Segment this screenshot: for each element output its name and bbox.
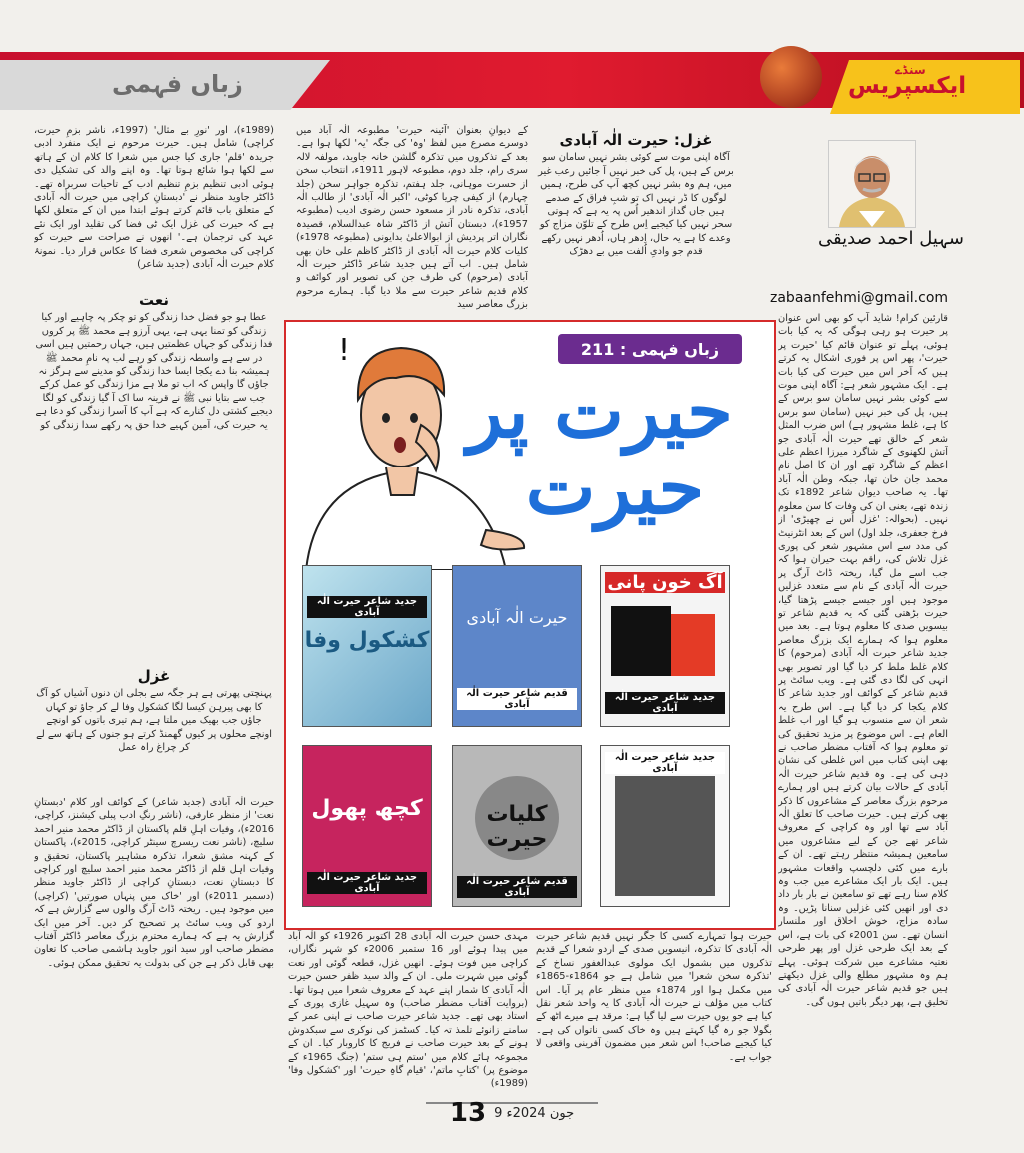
book-cover [600,565,730,727]
book-cover [302,565,432,727]
book-title: کلیات حیرت [486,802,548,852]
globe-icon [760,46,822,108]
book-title: کچھ پھول [311,796,423,821]
book-label: جدید شاعر حیرت الٰہ آبادی [605,692,725,714]
series-badge: زباں فہمی : 211 [558,334,742,364]
logo-small-text: سنڈے [895,63,926,77]
page-footer [426,1100,598,1126]
poet-photo [615,776,715,896]
ghazal-poem: آگاہ اپنی موت سے کوئی بشر نہیں سامان سو برس کے ہیں، پل کی خبر نہیں آ جائیں رعب غیر میں، ہم وہ بشر نہیں کچھ آپ کی طرح، ہمیں لوگوں کا ڈر نہیں اک تو شبِ فراق کے صدمے ہیں جاں گداز اندھیر اُس پہ یہ ہے کہ ہوتی سحر نہیں کیا کیجیے اِس طرح کے تلوّن مزاج کو وعدے کا ہے یہ حال، اِدھر ہاں، اُدھر نہیں رکھے قدم جو وادیِ اُلفت میں بے دھڑک [538,152,734,258]
ghazal2-heading: غزل [137,667,171,685]
ghazal-column [536,128,736,318]
feature-title-line2: حیرت [525,445,705,531]
left-top-text: (1989ء)، اور 'نورِ بے مثال' (1997ء، ناشر بزمِ حیرت، کراچی) شامل ہیں۔ حیرت مرحوم نے ایک منفرد ادبی جریدہ 'قلم' جاری کیا جس میں شعرا کا کلام ان کے ہاتھ سے لکھا ہوا شائع ہوتا تھا۔ وہ اپنے والد کی تشکیل دی ہوئی ادبی تنظیم بزمِ تنظیم ادب کے تاحیات سربراہ تھے۔ ڈاکٹر جاوید منظر نے 'دبستانِ کراچی میں حیرت الٰہ آبادی کے متعلق باب قائم کرتے ہوئے ابتدا میں ان کے متعلق لکھا ہے کہ حیرت کی غزل ایک ٹی فضا کی تقلید اور ایک نئے عہد کی ترجمان ہے۔' انھوں نے صراحت سے حیرت کو کراچی کی مخصوص شعری فضا کا عکاس قرار دیا۔ نمونۂ کلام حیرت الٰہ آبادی (جدید شاعر) [34,125,274,271]
book-label: قدیم شاعر حیرت الٰہ آبادی [457,876,577,898]
left-bottom-text: حیرت الٰہ آبادی (جدید شاعر) کے کوائف اور کلام 'دبستانِ نعت' از منظر عارفی، (ناشر رنگِ ادب پبلی کیشنز، کراچی، 2016ء)، وفیات اہلِ قلم پاکستان از ڈاکٹر محمد منیر احمد سلیچ، (ناشر نعت ریسرچ سینٹر کراچی، 2015ء)، پاکستان کے کہنہ مشق شعرا، تذکرہ مشاہیر پاکستان، تحقیق و وفیات اہل قلم از ڈاکٹر محمد منیر احمد سلیچ اور کراچی کا دبستانِ نعت، دبستانِ کراچی از ڈاکٹر جاوید منظر (دسمبر 2011ء) اور 'خاک میں پنہاں صورتیں' (کراچی) میں موجود ہیں۔ ریختہ ڈاٹ آرگ والوں سے گزارش ہے کہ اردو کی ویب سائٹ پر تصحیح کر دیں۔ آخر میں ایک گزارش یہ ہے کہ ہمارے محترم بزرگ معاصر ڈاکٹر آفتاب مضطر صاحب اور سید انور جاوید ہاشمی صاحب کا تعاون بھی قابل ذکر ہے جن کی بدولت یہ تحقیق ممکن ہوئی۔ [34,797,274,969]
author-email[interactable]: zabaanfehmi@gmail.com [770,290,949,306]
book-cover [452,745,582,907]
ghazal-heading: غزل: حیرت الٰہ آبادی [559,131,713,149]
naat-poem: عطا ہو جو فضل خدا زندگی کو تو چکر پہ چاہیے اور کیا زندگی کو تمنا یہی ہے، یہی آرزو ہے محمد ﷺ پر کروں فدا زندگی کو جہاں عظمتیں ہیں، جہاں رحمتیں ہیں اسی در سے ہے واسطہ زندگی کو رہے لب پہ نامِ محمد ﷺ ہمیشہ بنا دے یکجا ایسا خدا زندگی کو مدینے سے ہرگز نہ جاؤں گا واپس کہ اب تو ملا ہے مزا زندگی کو عمل کرکے جب سے بتایا نبی ﷺ نے قرینہ سا اک آ گیا زندگی کو لگا دیجیے کشتی دل کنارے کہ ہے آپ کا آسرا زندگی کو دعا ہے یہ حیرت کی، آمین کہیے خدا حق پہ رکھے سدا زندگی کو [35,312,273,431]
right-column-text: قارئین کرام! شاید آپ کو بھی اس عنوان پر حیرت ہو رہی ہوگی کہ یہ کیا بات ہوئی، پہلے تو عنوان قائم کیا 'حیرت پر حیرت'، پھر اس پر فوری اشکال یہ کرتے ہیں کہ آخر اس میں حیرت کی کیا بات ہے۔ ایک مشہور شعر ہے: آگاہ اپنی موت سے کوئی بشر نہیں سامان سو برس کے ہیں، پل کی خبر نہیں (سامان سو برس کا ہے، غلط مشہور ہے) اس ضرب المثل شعر کے خالق تھے حیرت الٰہ آبادی جو آتش لکھنوی کے شاگرد میرزا اعظم علی اعظم کے شاگرد تھے اور ان کا اصل نام محمد جان خان تھا، جبکہ وطن الٰہ آباد تھا۔ یہ صاحب دیوان شاعر 1892ء تک زندہ تھے، یعنی ان کی وفات کا سن معلوم نہیں۔ (بحوالہ: 'غزل اُس نے چھیڑی' از فرخ جعفری، جلد اول) اس کے بعد انٹرنیٹ کی مدد سے اس مشہور شعر کی پوری غزل تلاش کی، راقم بہت حیران ہوا کہ جب اسے مل گیا، ریختہ ڈاٹ آرگ پر حیرت الٰہ آبادی کے نام سے متعدد غزلیں موجود ہیں اور جیسے جیسے پڑھتا گیا، حیرت بڑھتی گئی کہ یہ قدیم شاعر تو بیسویں صدی کا معلوم ہوتا ہے۔ بعد میں معلوم ہوا کہ ہمارے ایک بزرگ معاصر جدید شاعر حیرت الٰہ آبادی (مرحوم) کا کلام غلط ملط کر دیا گیا اور تصویر بھی انہی کی لگا دی گئی ہے۔ ویب سائٹ پر قدیم شاعر کے کوائف اور جدید شاعر کا کلام یکجا کر دیا گیا ہے۔ اس طرح یہ شعر ان سے منسوب ہو گیا اور اب غلط العام ہے۔ اس موضوع پر مزید تحقیق کی تو معلوم ہوا کہ آفتاب مضطر صاحب نے بھی اپنی کتاب میں اس غلطی کی نشان دہی کی ہے۔ وہ قدیم شاعر حیرت الٰہ آبادی کے حالات بیان کرتے ہیں اور ہمارے مرحوم بزرگ معاصر کے مشاعروں کا ذکر بھی کرتے ہیں۔ حیرت صاحب کا تعلق الٰہ آباد سے تھا اور وہ کراچی کے معروف شاعر تھے جن کے لیے مشاعروں میں سامعین ہمیشہ منتظر رہتے تھے۔ ان کے بارے میں کئی دلچسپ واقعات مشہور ہیں۔ ایک بار ایک مشاعرے میں جب وہ کلام سنا رہے تھے تو سامعین نے بار بار داد دی اور انھیں کئی غزلیں سنانا پڑیں۔ وہ سادہ مزاج، خوش اخلاق اور ملنسار انسان تھے۔ سن 2001ء کی بات ہے، اس کے بعد ایک طرحی غزل اور پھر طرحی نعتیہ مشاعرے میں شرکت ہوئی۔ پہلے ہم وہ مشہور مطلع والی غزل دیکھتے ہیں جو قدیم شاعر حیرت الٰہ آبادی کی تخلیق ہے، پھر دیگر باتیں ہوں گی۔ [778,313,948,1008]
book-cover [302,745,432,907]
book-cover [452,565,582,727]
ghazal2-column [34,664,274,794]
book-title: حیرت الٰہ آبادی [466,608,568,627]
middle-bottom-left-text: مہدی حسن حیرت الٰہ آبادی 28 اکتوبر 1926ء کو الٰہ آباد میں پیدا ہوئے اور 16 ستمبر 2006ء کو شہر نگاراں، کراچی میں فوت ہوئے۔ انھیں غزل، قطعہ گوئی اور نعت گوئی میں شہرت ملی۔ ان کے والد سید ظفر حسن حیرت الٰہ آبادی کا شمار اپنے عہد کے معروف شعرا میں ہوتا تھا۔ (بروایت آفتاب مضطر صاحب) وہ سہیل غازی پوری کے استاد بھی تھے۔ جدید شاعر حیرت صاحب نے اپنی عمر کے سامنے زانوئے تلمذ تہ کیا۔ کسٹمز کی نوکری سے سبکدوش ہونے کے بعد حیرت صاحب نے فریج کا کاروبار کیا۔ ان کے مجموعہ ہائے کلام میں 'ستم ہی ستم' (جنگ 1965ء کے موضوع پر) 'کتابِ ماتم'، 'قیام گاہِ حیرت' اور 'کشکول وفا' (1989ء) [288,931,528,1090]
ghazal2-poem: پہنچتی پھرتی ہے ہر جگہ سے بجلی ان دنوں آشیاں کو آگ کا بھی پیرہن کیسا لگا کشکول وفا لے کر جاؤ تو کہاں جاؤں جب بھیک میں ملتا ہے، ہم تیری باتوں کو اونچے اونچے محلوں پر کیوں گھمنڈ کرتے ہو جنوں کے ہاتھ سے لے کر چراغ راہ عمل [36,688,272,754]
middle-top-text: کے دیوانِ بعنوان 'آئینہ حیرت' مطبوعہ الٰہ آباد میں دوسرے مصرع میں لفظ 'وہ' کی جگہ 'یہ' لکھا ہوا ہے۔ بعد کے تذکروں میں تذکرہ گلشن خانہ جاوید، مولفہ لالہ سری رام، جلد دوم، مطبوعہ لاہور 1911ء، انتخاب سخن از حسرت موہانی، جلد ہفتم، تذکرہ جواہر سخن (جلد چہارم) از کیفی چریا کوٹی، 'اکبر الٰہ آبادی' از طالب الٰہ آبادی، تذکرہ نادر از مسعود حسن رضوی ادیب (مطبوعہ 1957ء)، دبستان آتش از ڈاکٹر شاہ عبدالسلام، قصیدہ نگاران اتر پردیش از ابوالاعلیٰ بدایونی (مطبوعہ 1978ء) کلیات کلام حیرت الٰہ آبادی از ڈاکٹر کاظم علی خان بھی شامل ہیں۔ اب آتے ہیں جدید شاعر ڈاکٹر حیرت الٰہ آبادی (مرحوم) کی طرف جن کی تصویر اور کوائف و کلام قدیم شاعر حیرت سے ملا دیا گیا۔ ہمارے مرحوم بزرگ معاصر سید [296,125,528,311]
issue-date: 9 جون 2024ء [494,1105,575,1121]
surprised-man-illustration [296,330,526,570]
book-title: آگ خون پانی [605,572,725,593]
svg-text:!: ! [338,333,351,368]
naat-heading: نعت [139,291,169,309]
book-label: جدید شاعر حیرت الٰہ آبادی [307,872,427,894]
book-cover [600,745,730,907]
feature-title-line1: حیرت پر [467,369,733,455]
section-title: زباں فہمی [112,70,243,98]
book-label: جدید شاعر حیرت الٰہ آبادی [307,596,427,618]
book-title: کشکول وفا [304,628,430,653]
author-name: سہیل احمد صدیقی [818,228,964,249]
logo-text: ایکسپریس [848,73,967,99]
naat-column [34,288,274,658]
book-label: قدیم شاعر حیرت الٰہ آبادی [457,688,577,710]
author-photo [828,140,916,228]
middle-bottom-right-text: حیرت ہوا تمہارے کسی کا جگر نہیں قدیم شاعر حیرت الٰہ آبادی کا تذکرہ، انیسویں صدی کے اردو شعرا کے قدیم تذکروں میں بشمول ایک مولوی عبدالغفور نساخ کے 'تذکرہ سخن شعرا' میں شامل ہے جو 1864ء-1865ء میں مکمل ہوا اور 1874ء میں منظر عام پر آیا۔ اس کتاب میں مؤلف نے حیرت الٰہ آبادی کا یہ واحد شعر نقل کیا ہے جو یوں حیرت سے لیا گیا ہے: مرقد ہے میرے اٹھ کے بگولا جو رہ گیا کہتے ہیں وہ خاک کسی ناتواں کی ہے۔ کیا کیجیے صاحب! اس شعر میں مضمون آفرینی واقعی لا جواب ہے۔ [536,931,772,1063]
book-label: جدید شاعر حیرت الٰہ آبادی [605,752,725,774]
page-number: 13 [449,1098,487,1128]
